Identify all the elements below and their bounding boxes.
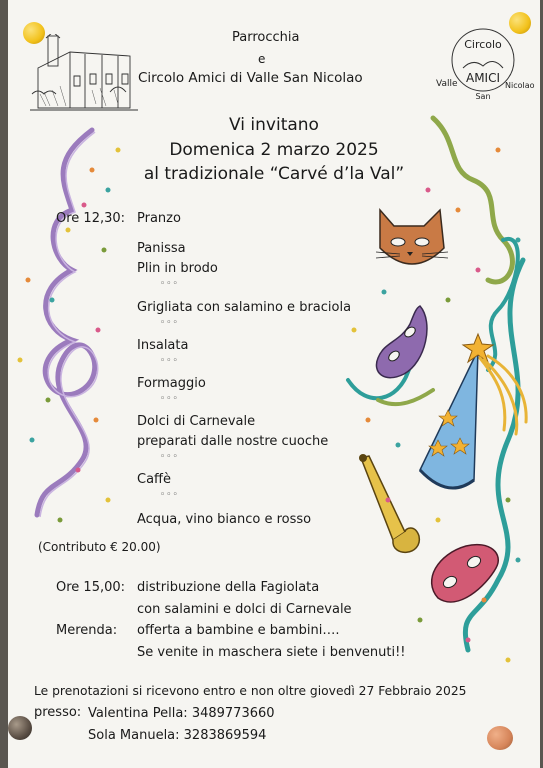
separator: ◦◦◦ — [160, 452, 179, 462]
afternoon-time: Ore 15,00: — [56, 580, 126, 595]
course-grigliata: Grigliata con salamino e braciola — [137, 300, 352, 315]
lunch-time: Ore 12,30: — [56, 211, 126, 226]
course-drinks: Acqua, vino bianco e rosso — [137, 512, 312, 527]
lunch-contribution: (Contributo € 20.00) — [38, 540, 161, 554]
header-parish: Parrocchia — [232, 30, 300, 45]
course-caffe: Caffè — [137, 472, 171, 487]
booking-contact-1: Valentina Pella: 3489773660 — [88, 706, 275, 721]
course-formaggio: Formaggio — [137, 376, 206, 391]
copper-pushpin-bottom-right — [487, 726, 513, 750]
logo-middle-text: AMICI — [465, 71, 501, 85]
course-plin: Plin in brodo — [137, 261, 218, 276]
invite-event-name: al tradizionale “Carvé d’la Val” — [143, 164, 405, 184]
separator: ◦◦◦ — [160, 490, 179, 500]
course-insalata: Insalata — [137, 338, 189, 353]
booking-contact-2: Sola Manuela: 3283869594 — [88, 728, 267, 743]
dark-pushpin-bottom-left — [8, 716, 32, 740]
flyer-paper — [8, 0, 540, 768]
booking-label: presso: — [34, 705, 82, 720]
yellow-pushpin-top-right — [509, 12, 531, 34]
logo-top-text: Circolo — [464, 38, 502, 51]
booking-note: Le prenotazioni si ricevono entro e non oltre giovedì 27 Febbraio 2025 — [34, 684, 467, 698]
invite-date: Domenica 2 marzo 2025 — [169, 140, 379, 160]
header-club: Circolo Amici di Valle San Nicolao — [138, 70, 363, 86]
logo-bottom-text: San — [475, 92, 491, 101]
separator: ◦◦◦ — [160, 279, 179, 289]
snack-label: Merenda: — [56, 623, 118, 638]
separator: ◦◦◦ — [160, 394, 179, 404]
course-panissa: Panissa — [137, 241, 186, 256]
lunch-title: Pranzo — [137, 211, 181, 226]
invite-line-1: Vi invitano — [229, 115, 319, 135]
yellow-pushpin-top-left — [23, 22, 45, 44]
afternoon-line-4: Se venite in maschera siete i benvenuti!! — [137, 645, 406, 660]
separator: ◦◦◦ — [160, 318, 179, 328]
header-and: e — [258, 52, 266, 66]
afternoon-line-1: distribuzione della Fagiolata — [137, 580, 320, 595]
logo-left-text: Valle — [436, 79, 458, 89]
afternoon-line-3: offerta a bambine e bambini…. — [137, 623, 340, 638]
course-dolci-note: preparati dalle nostre cuoche — [137, 434, 329, 449]
logo-right-text: Nicolao — [505, 81, 535, 90]
afternoon-line-2: con salamini e dolci di Carnevale — [137, 602, 352, 617]
course-dolci: Dolci di Carnevale — [137, 414, 256, 429]
separator: ◦◦◦ — [160, 356, 179, 366]
